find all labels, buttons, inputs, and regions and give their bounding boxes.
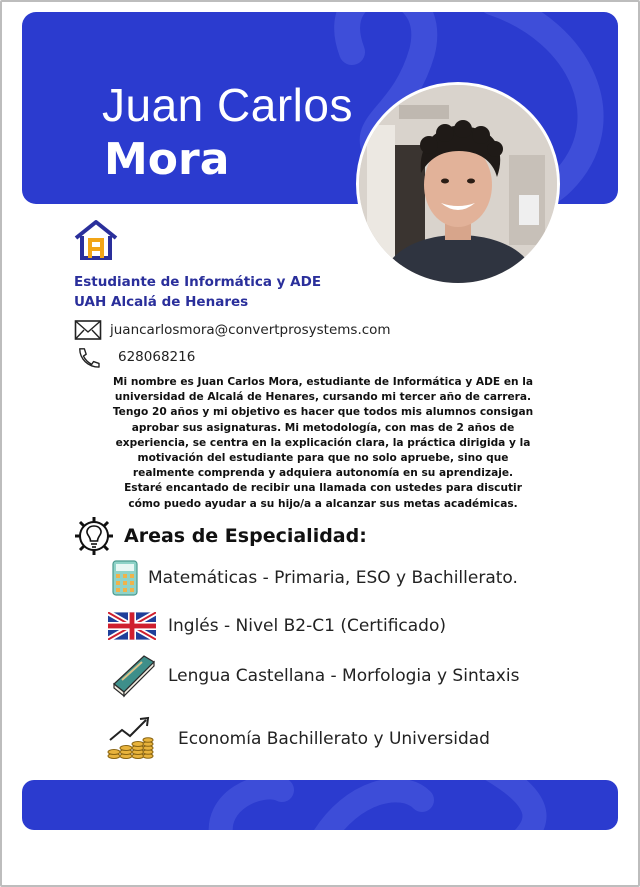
- portrait-illustration: [359, 85, 557, 283]
- phone-row: [74, 346, 195, 368]
- book-icon: [108, 654, 158, 698]
- email-text[interactable]: juancarlosmora@convertprosystems.com: [110, 322, 391, 338]
- bio: [108, 375, 538, 512]
- subtitle: [74, 272, 321, 312]
- area-label-language: Lengua Castellana - Morfologia y Sintaxis: [168, 666, 520, 686]
- last-name: Mora: [104, 134, 230, 185]
- area-label-math: Matemáticas - Primaria, ESO y Bachillerato.: [148, 568, 518, 588]
- coins-growth-icon: [106, 716, 154, 762]
- footer-swirl-icon: [22, 780, 618, 830]
- area-label-english: Inglés - Nivel B2-C1 (Certificado): [168, 616, 446, 636]
- bio-paragraph-2: Estaré encantado de recibir una llamada con ustedes para discutir cómo puedo ayudar a su hijo/a a alcanzar sus metas académicas.: [124, 482, 522, 510]
- area-item-language: [108, 654, 519, 698]
- area-item-economy: [106, 716, 490, 762]
- phone-icon: [74, 346, 102, 368]
- gear-lightbulb-icon: [74, 516, 114, 556]
- subtitle-university: UAH Alcalá de Henares: [74, 294, 249, 310]
- phone-text[interactable]: 628068216: [118, 349, 196, 365]
- area-item-math: [112, 560, 518, 596]
- profile-photo: [356, 82, 560, 286]
- uk-flag-icon: [108, 612, 156, 640]
- areas-title: Areas de Especialidad:: [124, 525, 367, 547]
- area-label-economy: Economía Bachillerato y Universidad: [178, 729, 490, 749]
- bio-paragraph-1: Mi nombre es Juan Carlos Mora, estudiante de Informática y ADE en la universidad de Alcalá de Henares, cursando mi tercer año de carrera. Tengo 20 años y mi objetivo es hacer que todos mis alumnos consigan aprobar sus asignaturas. Mi metodología, con mas de 2 años de experiencia, se centra en la explicación clara, la práctica dirigida y la motivación del estudiante para que no solo apruebe, sino que realmente comprenda y adquiera autonomía en su aprendizaje.: [112, 376, 534, 480]
- house-logo-icon: [74, 218, 118, 260]
- envelope-icon: [74, 319, 102, 341]
- subtitle-studies: Estudiante de Informática y ADE: [74, 274, 322, 290]
- email-row: [74, 319, 391, 341]
- first-name: Juan Carlos: [102, 79, 353, 131]
- calculator-icon: [112, 560, 138, 596]
- area-item-english: [108, 612, 446, 640]
- footer-band: [22, 780, 618, 830]
- areas-heading: [74, 516, 367, 556]
